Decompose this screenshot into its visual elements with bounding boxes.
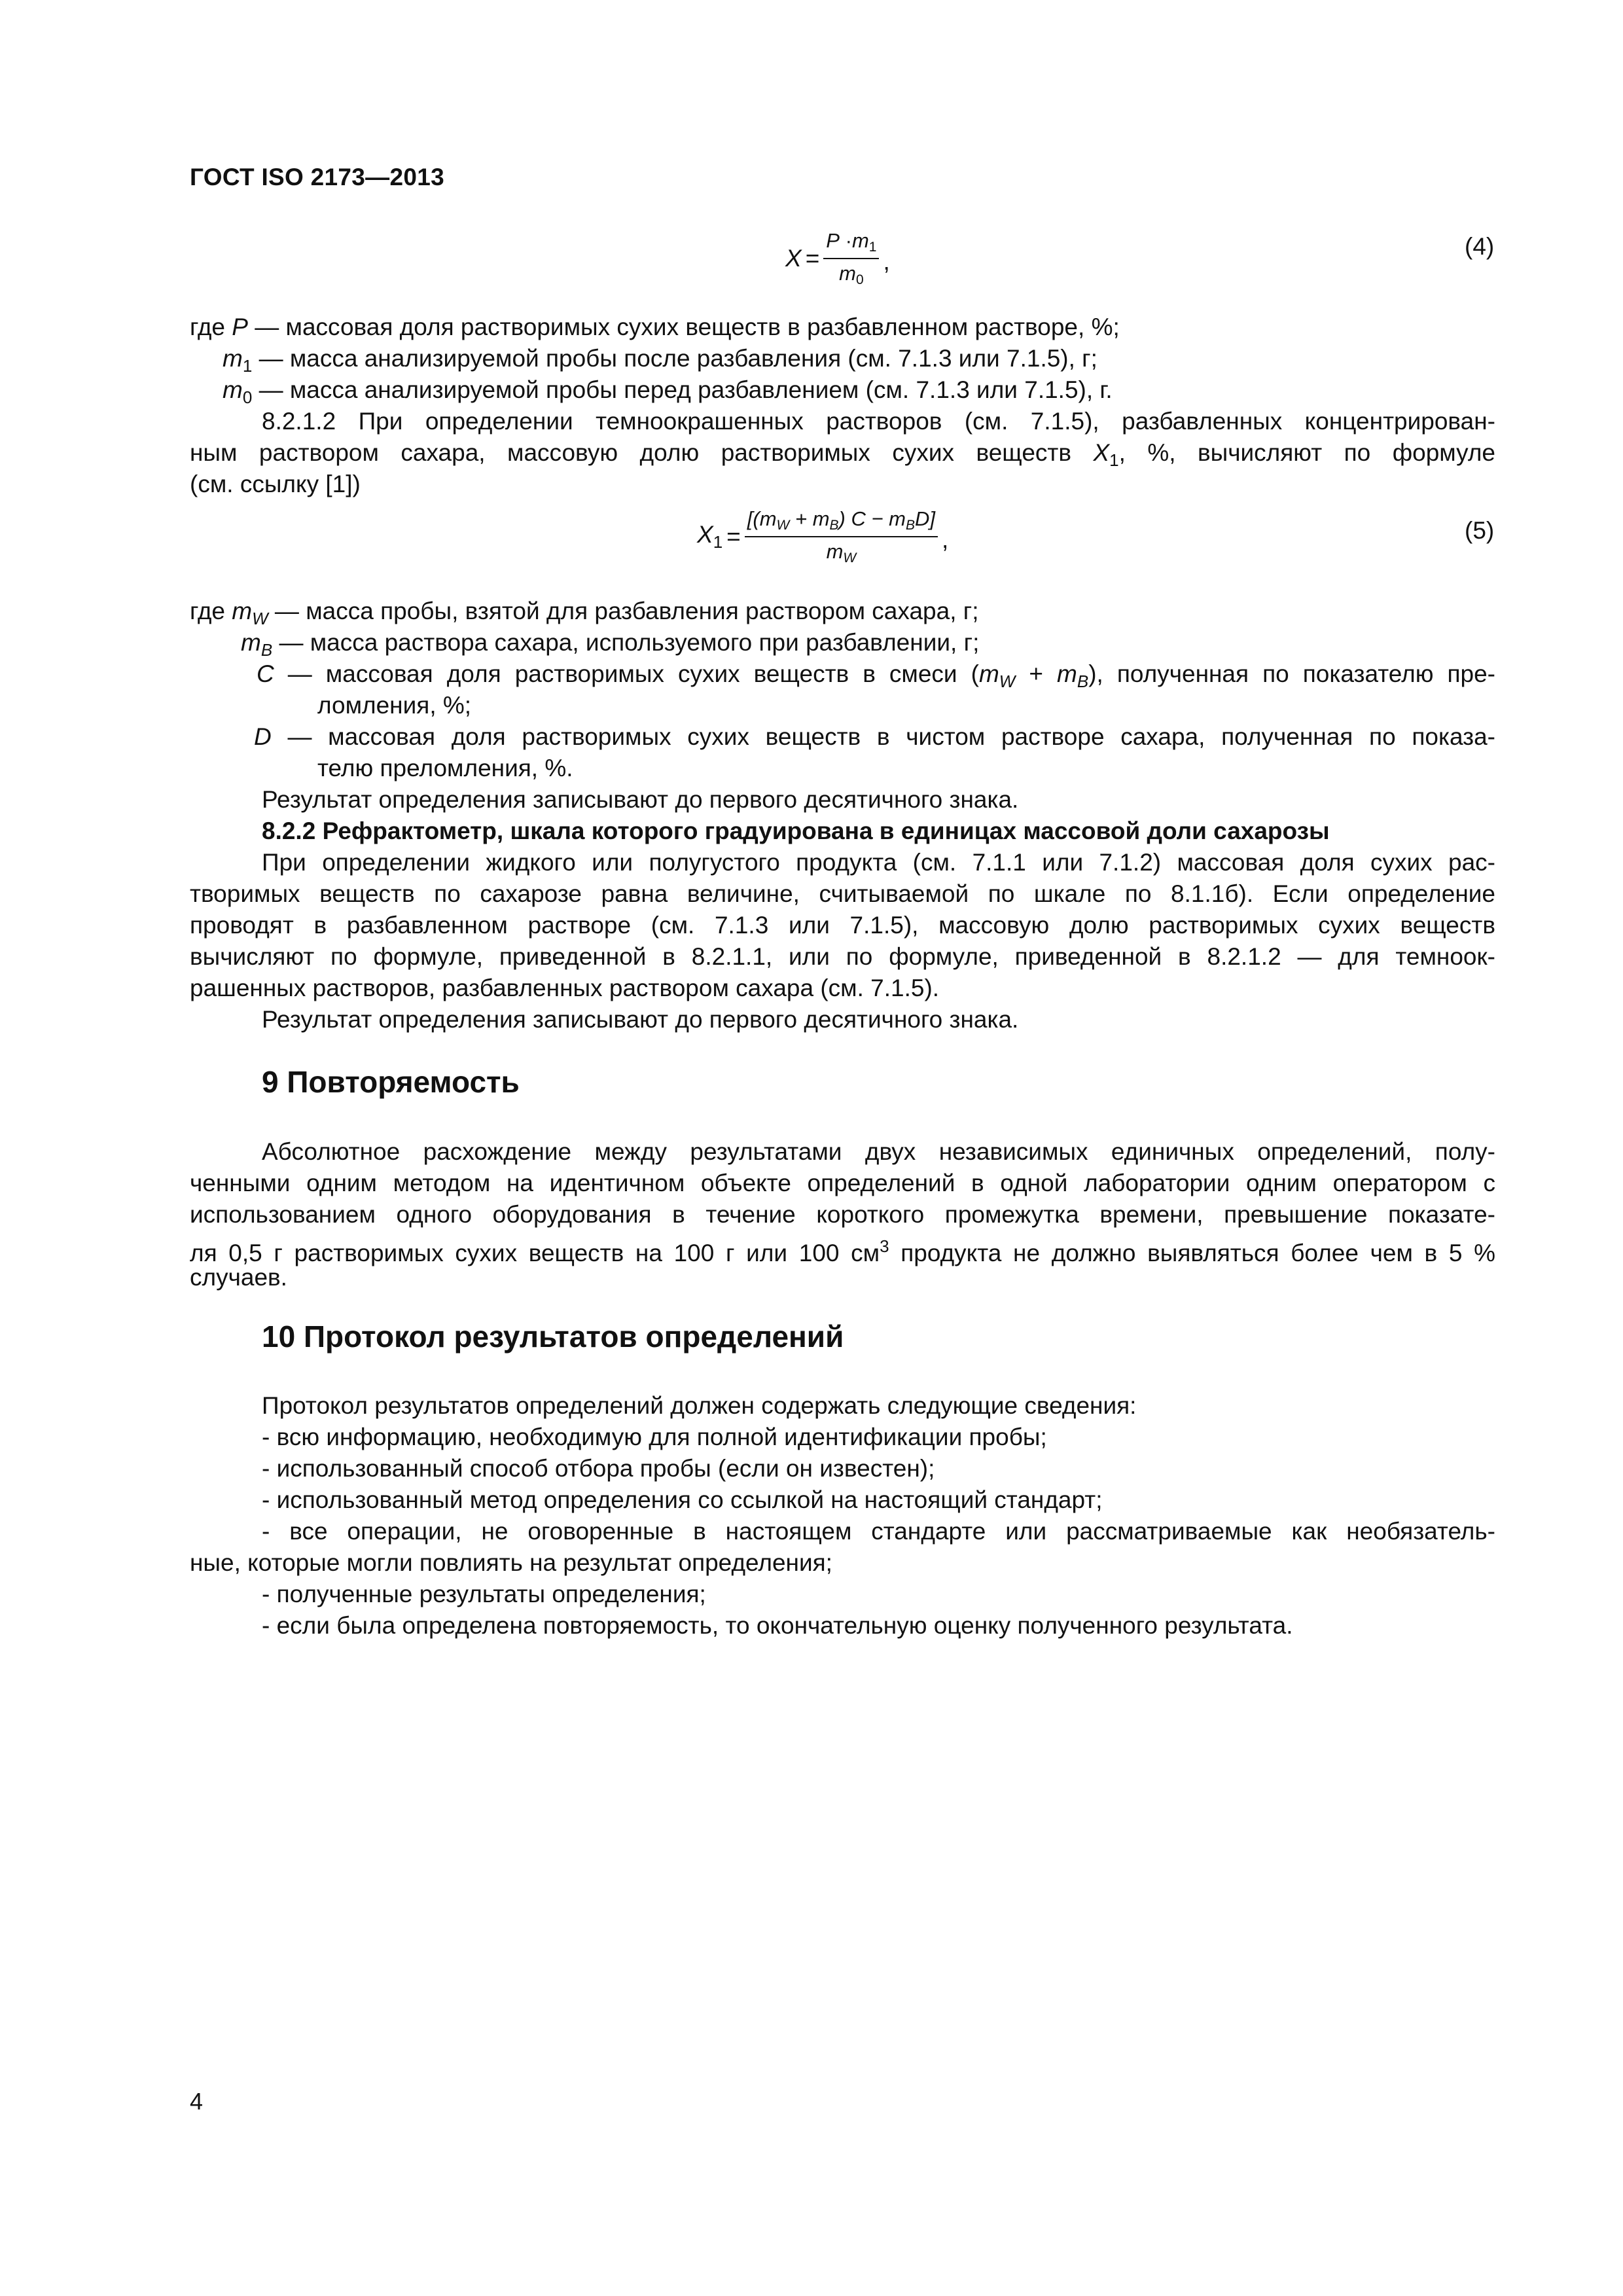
where4-l2-sub: 1 [242,356,253,376]
list-item: - использованный метод определения со ссылкой на настоящий стандарт; [262,1486,1103,1513]
where4-l3-sub: 0 [242,387,253,407]
where5-l3-m1: m [978,660,999,687]
p8212-l2-text-b: , %, вычисляют по формуле [1118,439,1495,466]
list-item: - все операции, не оговоренные в настоящем стандарте или рассматриваемые как необязатель- [262,1518,1495,1545]
p8212-l2-sub: 1 [1109,450,1119,470]
formula-5-trail: , [942,526,949,553]
formula-4-var-p: P [826,229,840,252]
formula-5-den-m: m [826,540,844,563]
formula-5-var-x: X [697,521,713,548]
formula-4-denominator [839,259,864,288]
where5-l2-var: m [241,629,261,656]
p8212-line-1: 8.2.1.2 При определении темноокрашенных растворов (см. 7.1.5), разбавленных концентрирован- [262,408,1495,435]
s822-line-2: творимых веществ по сахарозе равна величине, считываемой по шкале по 8.1.1б). Если определение [190,880,1495,907]
formula-4-var-m0: m [839,262,856,285]
s822-line-3: проводят в разбавленном растворе (см. 7.1.3 или 7.1.5), массовую долю растворимых сухих веществ [190,912,1495,939]
result-text-2: Результат определения записывают до первого десятичного знака. [262,1006,1019,1033]
s9-line-5: случаев. [190,1264,287,1291]
where5-l1-var: m [232,598,253,624]
where5-l2-text: — масса раствора сахара, используемого при разбавлении, г; [272,629,980,656]
where4-l2-var: m [223,345,243,372]
section-9-heading: 9 Повторяемость [262,1065,520,1099]
formula-5-num-b: + m [789,507,830,530]
formula-5-sub-1: 1 [713,532,723,552]
where5-l3-var: C [257,660,274,687]
s9-line-3: использованием одного оборудования в течение короткого промежутка времени, превышение показате- [190,1201,1495,1228]
s10-intro: Протокол результатов определений должен содержать следующие сведения: [262,1392,1137,1419]
list-item: - всю информацию, необходимую для полной идентификации пробы; [262,1424,1047,1450]
formula-5-num-a: [(m [747,507,777,530]
list-item: - использованный способ отбора пробы (если он известен); [262,1455,935,1482]
where5-l3-text-c: ), полученная по показателю пре- [1088,660,1496,687]
p8212-line-2 [190,437,1495,476]
formula-5-number: (5) [1465,517,1495,544]
s822-line-1: При определении жидкого или полугустого продукта (см. 7.1.1 или 7.1.2) массовая доля сухих рас- [262,849,1495,876]
where5-l1-lead: где [190,598,232,624]
where4-l3-var: m [223,376,243,403]
formula-5-num-c: ) C − m [838,507,906,530]
s822-line-4: вычисляют по формуле, приведенной в 8.2.1.1, или по формуле, приведенной в 8.2.1.2 — для темноок- [190,943,1495,970]
where4-l1-var: P [232,314,248,340]
formula-4-sub-1: 1 [868,240,877,255]
formula-5 [697,507,948,566]
formula-5-lhs [697,521,722,552]
where4-l1-lead: где [190,314,232,340]
s9-line-2: ченными одним методом на идентичном объекте определений в одной лаборатории одним оператором с [190,1170,1495,1196]
list-item: - если была определена повторяемость, то окончательную оценку полученного результата. [262,1612,1293,1639]
where4-l3-text: — масса анализируемой пробы перед разбавлением (см. 7.1.3 или 7.1.5), г. [252,376,1113,403]
where5-line-6: телю преломления, %. [317,755,573,781]
section-10-heading: 10 Протокол результатов определений [262,1319,844,1354]
list-item-continuation: ные, которые могли повлиять на результат определения; [190,1549,832,1576]
where5-l3-plus: + [1015,660,1058,687]
section-822-heading: 8.2.2 Рефрактометр, шкала которого градуирована в единицах массовой доли сахарозы [262,817,1330,844]
formula-4-eq: = [805,245,820,272]
formula-5-num-sub-b2: B [906,518,916,533]
where5-l3-sub-b: B [1077,672,1089,691]
s9-line-4 [190,1230,1495,1269]
where4-l2-text: — масса анализируемой пробы после разбавления (см. 7.1.3 или 7.1.5), г; [252,345,1097,372]
formula-5-numerator [745,507,938,537]
where5-l1-text: — масса пробы, взятой для разбавления раствором сахара, г; [268,598,979,624]
page-number: 4 [190,2088,204,2115]
where5-l3-sub-w: W [999,672,1016,691]
s9-line-1: Абсолютное расхождение между результатами двух независимых единичных определений, полу- [262,1138,1495,1165]
where4-line-1 [190,312,1120,343]
s9-l4-text-b: продукта не должно выявляться более чем в 5 % [889,1240,1496,1266]
document-header: ГОСТ ISO 2173—2013 [190,164,444,190]
formula-4-lhs: X [785,245,802,272]
s9-l4-sup: 3 [880,1236,889,1256]
formula-4-sub-0: 0 [855,272,864,287]
formula-5-num-sub-w: W [776,518,790,533]
p8212-line-3: (см. ссылку [1]) [190,471,361,497]
where5-line-4: ломления, %; [317,692,472,719]
formula-5-den-sub: W [843,550,857,565]
s822-line-5: рашенных растворов, разбавленных раствором сахара (см. 7.1.5). [190,975,940,1001]
result-text-1: Результат определения записывают до первого десятичного знака. [262,786,1019,813]
where5-l5-var: D [254,723,272,750]
p8212-l2-var: X [1093,439,1110,466]
formula-4-dot: · [845,229,852,252]
formula-4-var-m1: m [851,229,869,252]
where4-l1-text: — массовая доля растворимых сухих веществ в разбавленном растворе, %; [247,314,1120,340]
formula-5-eq: = [726,523,741,550]
list-item: - полученные результаты определения; [262,1581,706,1607]
p8212-l2-text-a: ным раствором сахара, массовую долю растворимых сухих веществ [190,439,1094,466]
s9-l4-text-a: ля 0,5 г растворимых сухих веществ на 100 г или 100 см [190,1240,880,1266]
formula-5-denominator [827,537,857,566]
where5-l3-m2: m [1057,660,1077,687]
where5-l3-text-a: — массовая доля растворимых сухих веществ в смеси ( [274,660,979,687]
where5-l2-sub: B [260,640,273,660]
formula-4-number: (4) [1465,233,1495,260]
formula-5-fraction [745,507,938,566]
formula-4 [785,229,890,288]
where5-l5-text: — массовая доля растворимых сухих веществ в чистом растворе сахара, полученная по показа- [271,723,1495,750]
formula-5-num-sub-b1: B [829,518,839,533]
where5-l1-sub: W [252,609,268,628]
formula-4-numerator [823,229,879,259]
formula-4-fraction [823,229,879,288]
formula-4-trail: , [883,248,890,275]
where5-line-5 [254,721,1495,753]
formula-5-num-d: D] [915,507,936,530]
